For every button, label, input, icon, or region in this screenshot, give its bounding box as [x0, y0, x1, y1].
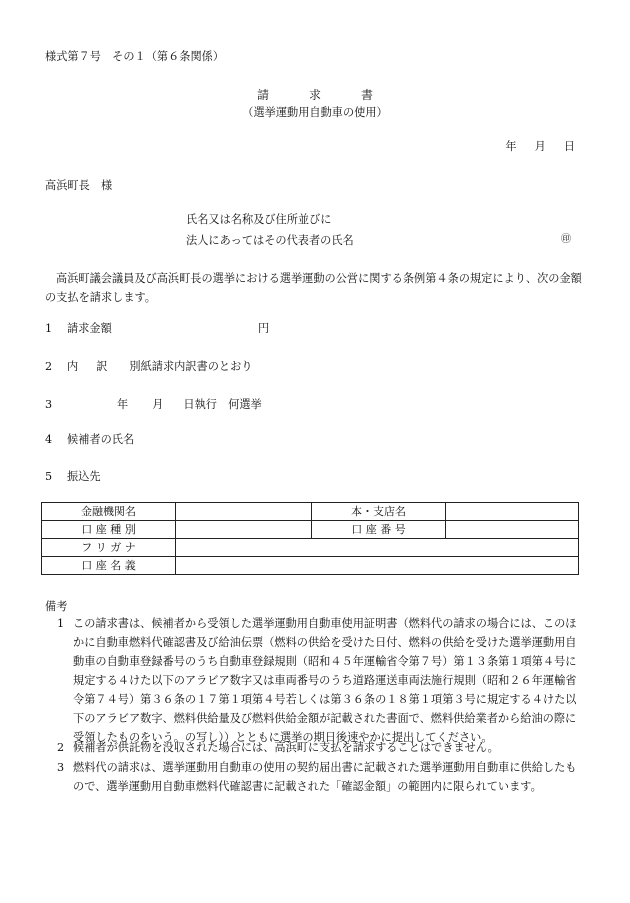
- furigana-field[interactable]: [176, 539, 579, 557]
- date-day: 日: [563, 140, 575, 153]
- note-number: 3: [57, 761, 65, 774]
- account-number-label: 口 座 番 号: [312, 521, 446, 539]
- election-month: 月: [152, 398, 164, 411]
- note-item: [57, 614, 587, 747]
- item-breakdown: [45, 361, 252, 372]
- note-item: [57, 758, 587, 796]
- account-name-label: 口 座 名 義: [42, 557, 176, 575]
- table-row: [42, 521, 579, 539]
- request-body-text: 高浜町議会議員及び高浜町長の選挙における選挙運動の公営に関する条例第４条の規定により、次の金額の支払を請求します。: [45, 272, 582, 304]
- note-number: 1: [57, 617, 65, 630]
- applicant-label-line2: 法人にあってはその代表者の氏名: [186, 234, 354, 247]
- date-year: 年: [505, 140, 517, 153]
- bank-name-label: 金融機関名: [42, 503, 176, 521]
- form-number: 様式第７号 その１（第６条関係）: [45, 50, 225, 63]
- amount-unit: 円: [258, 322, 270, 335]
- table-row: [42, 539, 579, 557]
- item-candidate-name: [45, 434, 134, 445]
- branch-name-label: 本・支店名: [312, 503, 446, 521]
- item-number: 4: [45, 433, 53, 446]
- applicant-label-line1: 氏名又は名称及び住所並びに: [186, 213, 332, 226]
- date-month: 月: [534, 140, 546, 153]
- note-number: 2: [57, 741, 65, 754]
- item-number: 1: [45, 322, 53, 335]
- item-number: 2: [45, 360, 53, 373]
- item-label: 内訳: [67, 360, 126, 373]
- branch-name-field[interactable]: [446, 503, 579, 521]
- account-type-field[interactable]: [176, 521, 312, 539]
- item-label: 振込先: [67, 470, 101, 483]
- item-transfer-destination: [45, 471, 101, 482]
- document-title: 請求書: [256, 88, 413, 102]
- item-number: 3: [45, 398, 53, 411]
- table-row: [42, 557, 579, 575]
- note-text: 燃料代の請求は、選挙運動用自動車の使用の契約届出書に記載された選挙運動用自動車に供給したもので、選挙運動用自動車燃料代確認書に記載された「確認金額」の範囲内に限られています。: [73, 761, 577, 793]
- furigana-label: フ リ ガ ナ: [42, 539, 176, 557]
- account-number-field[interactable]: [446, 521, 579, 539]
- seal-mark: ㊞: [561, 234, 571, 245]
- bank-name-field[interactable]: [176, 503, 312, 521]
- item-label: 候補者の氏名: [67, 433, 135, 446]
- table-row: [42, 503, 579, 521]
- election-rest: 日執行 何選挙: [183, 398, 262, 411]
- item-election: [45, 399, 262, 410]
- item-number: 5: [45, 470, 53, 483]
- item-label: 請求金額: [67, 322, 112, 335]
- note-text: この請求書は、候補者から受領した選挙運動用自動車使用証明書（燃料代の請求の場合には、このほかに自動車燃料代確認書及び給油伝票（燃料の供給を受けた日付、燃料の供給を受けた選挙運動用自動車の自動車登録番号のうち自動車登録規則（昭和４５年運輸省令第７号）第１３条第１項第４号に規定する４けた以下のアラビア数字又は車両番号のうち道路運送車両法施行規則（昭和２６年運輸省令第７４号）第３６条の１７第１項第４号若しくは第３６条の１８第１項第３号に規定する４けた以下のアラビア数字、燃料供給量及び燃料供給金額が記載された書面で、燃料供給業者から給油の際に受領したものをいう。の写し））とともに選挙の期日後速やかに提出してください。: [73, 617, 577, 744]
- document-subtitle: （選挙運動用自動車の使用）: [242, 106, 388, 119]
- bank-account-table: [41, 502, 579, 575]
- election-year: 年: [117, 398, 129, 411]
- item-request-amount: [45, 322, 270, 335]
- addressee: 高浜町長 様: [45, 179, 113, 192]
- note-item: [57, 738, 587, 757]
- date-line: [487, 141, 575, 152]
- notes-title: 備考: [45, 600, 68, 613]
- account-name-field[interactable]: [176, 557, 579, 575]
- item-value: 別紙請求内訳書のとおり: [129, 360, 253, 373]
- account-type-label: 口 座 種 別: [42, 521, 176, 539]
- note-text: 候補者が供託物を没収された場合には、高浜町に支払を請求することはできません。: [73, 741, 499, 754]
